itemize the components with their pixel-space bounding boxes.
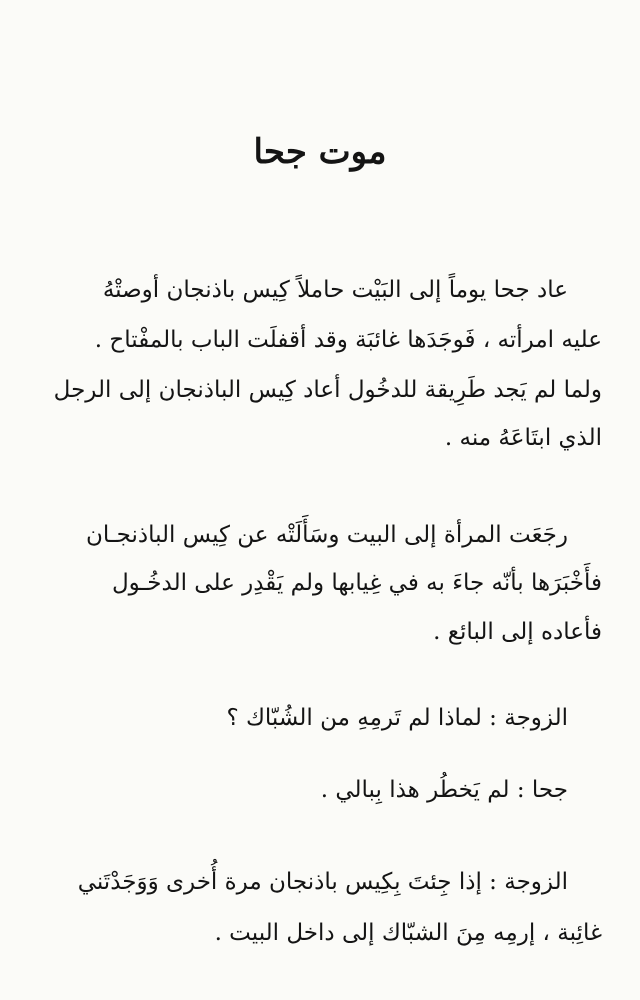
dialogue-line-1 [30, 698, 568, 738]
paragraph-1-line-1: عاد جحا يوماً إلى البَيْت حاملاً كِيس باذنجان أوصتْهُ [102, 277, 568, 303]
paragraph-1-line-2: عليه امرأته ، فَوجَدَها غائبَة وقد أقفلَت الباب بالمفْتاح . [94, 327, 602, 353]
dialogue-speaker: الزوجة [504, 869, 568, 895]
dialogue-text: لم يَخطُر هذا بِبالي . [320, 777, 510, 803]
paragraph-1-line-4: الذي ابتَاعَهُ منه . [444, 425, 602, 451]
dialogue-line-3 [30, 862, 568, 902]
paragraph-2-line-2: فأَخْبَرَها بأنّه جاءَ به في غِيابها ولم يَقْدِر على الدخُـول [111, 570, 602, 596]
dialogue-continuation: غائِبة ، إرمِه مِنَ الشبّاك إلى داخل البيت . [214, 920, 602, 946]
dialogue-separator: : [481, 705, 505, 731]
dialogue-text: لماذا لم تَرمِهِ من الشُبّاك ؟ [226, 705, 482, 731]
paragraph-2-line-1: رجَعَت المرأة إلى البيت وسَأَلَتْه عن كِيس الباذنجـان [85, 522, 568, 548]
paragraph-1-line-3: ولما لم يَجد طَرِيقة للدخُول أعاد كِيس الباذنجان إلى الرجل [53, 377, 602, 403]
dialogue-text: إذا جِئتَ بِكِيس باذنجان مرة أُخرى وَوَجَدْتَني [77, 869, 482, 895]
dialogue-speaker: جحا [531, 777, 568, 803]
dialogue-line-2 [30, 770, 568, 810]
dialogue-separator: : [509, 777, 532, 803]
dialogue-speaker: الزوجة [504, 705, 568, 731]
page-title: موت جحا [253, 132, 387, 172]
dialogue-separator: : [481, 869, 505, 895]
paragraph-2-line-3: فأعاده إلى البائع . [433, 619, 602, 645]
